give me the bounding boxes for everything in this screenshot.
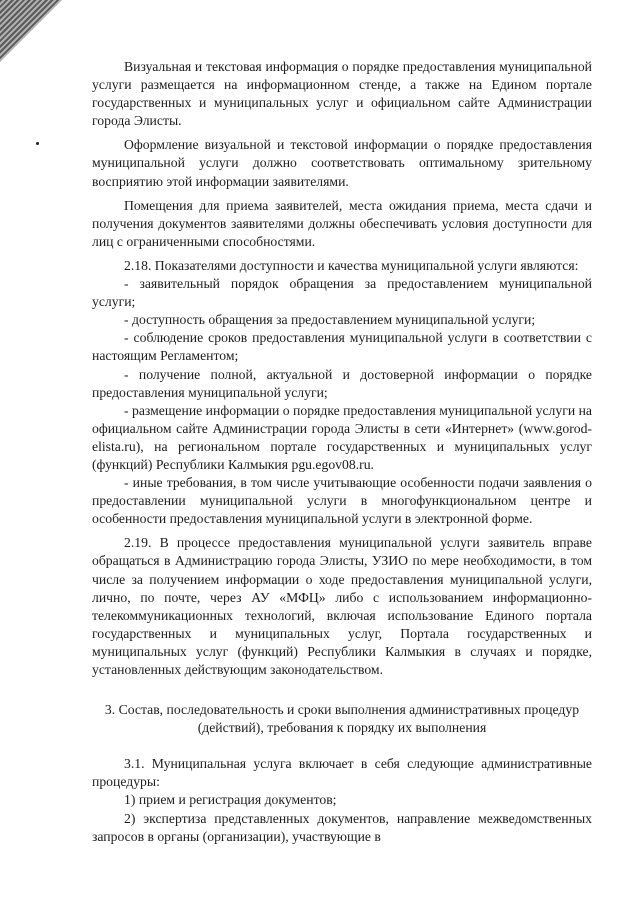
document-page [92, 58, 592, 846]
list-item: - размещение информации о порядке предоставления муниципальной услуги на официальном сайте Администрации города Элисты в сети «Интернет» (www.gorod-elista.ru), на региональном портале государственных и муниципальных услуг (функций) Республики Калмыкия pgu.egov08.ru. [92, 402, 592, 472]
list-item: - доступность обращения за предоставлением муниципальной услуги; [124, 312, 536, 328]
scan-corner-mark [0, 0, 62, 62]
list-item: 1) прием и регистрация документов; [124, 792, 337, 808]
paragraph-premises: Помещения для приема заявителей, места ожидания приема, места сдачи и получения документов заявителями должны обеспечивать условия доступности для лиц с ограниченными способностями. [92, 197, 592, 249]
paragraph-visual-info: Визуальная и текстовая информация о порядке предоставления муниципальной услуги размещается на информационном стенде, а также на Едином портале государственных и муниципальных услуг и официальном сайте Администрации города Элисты. [92, 59, 592, 129]
list-item: - иные требования, в том числе учитывающие особенности подачи заявления о предоставлении муниципальной услуги в многофункциональном центре и особенности предоставления муниципальной услуги в электронной форме. [92, 475, 592, 527]
paragraph-3-1: 3.1. Муниципальная услуга включает в себя следующие административные процедуры: [92, 756, 592, 790]
scan-speck [36, 142, 39, 145]
paragraph-2-18: 2.18. Показателями доступности и качества муниципальной услуги являются: [124, 257, 579, 273]
list-item: 2) экспертиза представленных документов, направление межведомственных запросов в органы (организации), участвующие в [92, 810, 592, 844]
section-heading: 3. Состав, последовательность и сроки выполнения административных процедур (действий), требования к порядку их выполнения [104, 702, 580, 736]
list-item: - заявительный порядок обращения за предоставлением муниципальной услуги; [92, 276, 592, 310]
paragraph-design-info: Оформление визуальной и текстовой информации о порядке предоставления муниципальной услуги должно соответствовать оптимальному зрительному восприятию этой информации заявителями. [92, 137, 592, 189]
list-item: - получение полной, актуальной и достоверной информации о порядке предоставления муниципальной услуги; [92, 366, 592, 400]
list-item: - соблюдение сроков предоставления муниципальной услуги в соответствии с настоящим Регламентом; [92, 330, 592, 364]
paragraph-2-19: 2.19. В процессе предоставления муниципальной услуги заявитель вправе обращаться в Администрацию города Элисты, УЗИО по мере необходимости, в том числе за получением информации о ходе предоставления муниципальной услуги, лично, по почте, через АУ «МФЦ» либо с использованием информационно-телекоммуникационных технологий, включая использование Единого портала государственных и муниципальных услуг, Портала государственных и муниципальных услуг (функций) Республики Калмыкия в случаях и порядке, установленных действующим законодательством. [92, 535, 592, 677]
